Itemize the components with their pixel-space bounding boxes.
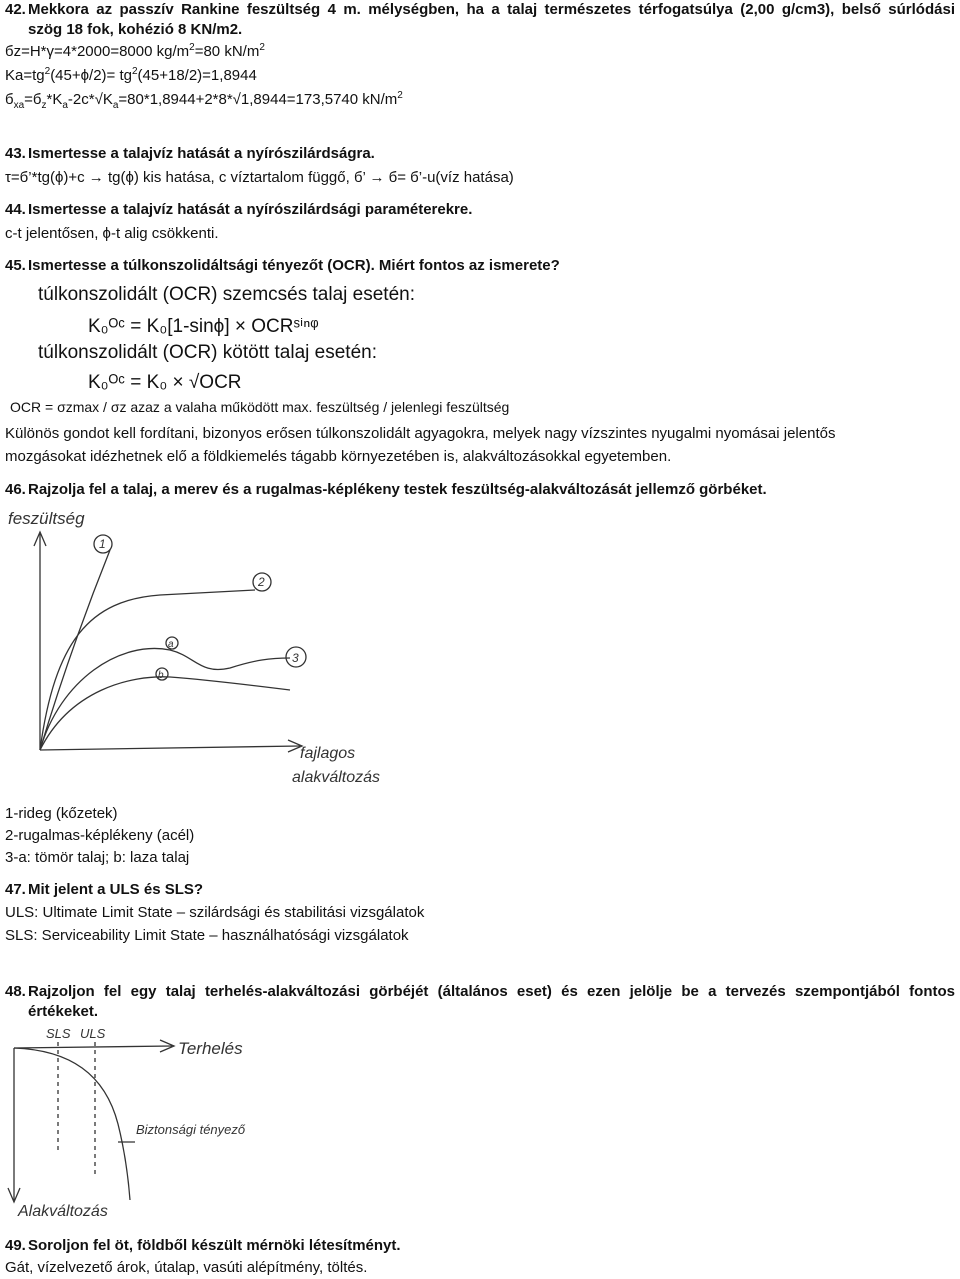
q42-line2: $Ka=tg^2(45+\phi/2)= tg^2(45+18/2)=1,8944$ xyxy=(5,66,257,84)
q47-title: 47. Mit jelent a ULS és SLS? xyxy=(5,881,204,898)
q47-uls: ULS: Ultimate Limit State – szilárdsági és stabilitási vizsgálatok xyxy=(5,904,425,921)
q43-answer: τ=б’*tg(ϕ)+c → tg(ϕ) kis hatása, c víztartalom függő, б’ → б= б’-u(víz hatása) xyxy=(5,169,514,186)
q42-line1: бz=H*γ=4*2000=8000 $kg/m^2=80$ $kN/m^2$ xyxy=(5,42,265,60)
curve-label-a: a xyxy=(168,639,174,650)
q49-title: 49. Soroljon fel öt, földből készült mérnöki létesítményt. xyxy=(5,1237,401,1254)
curve-3b xyxy=(40,677,290,750)
q48-title-line2: értékeket. xyxy=(28,1003,99,1020)
q45-title: 45. Ismertesse a túlkonszolidáltsági tényezőt (OCR). Miért fontos az ismerete? xyxy=(5,257,560,274)
q43-title: 43. Ismertesse a talajvíz hatását a nyírószilárdságra. xyxy=(5,145,375,162)
q42-line3: $б_{xa}=б_z*K_a-2c*√K_a=80*1,8944+2*8*√1,8944=173,5740$ $kN/m^2$ xyxy=(5,90,403,111)
y-axis-label: Alakváltozás xyxy=(18,1203,108,1220)
curve-label-3: 3 xyxy=(292,651,299,665)
curve-label-2: 2 xyxy=(258,575,265,589)
q47-sls: SLS: Serviceability Limit State – használhatósági vizsgálatok xyxy=(5,927,409,944)
ocr-definition: OCR = σzmax / σz azaz a valaha működött max. feszültség / jelenlegi feszültség xyxy=(10,399,510,415)
x-axis-label: Terhelés xyxy=(178,1039,243,1058)
q45-answer-line2: mozgásokat idézhetnek elő a földkiemelés tágabb környezetében is, alakváltozásokkal egyetemben. xyxy=(5,448,672,465)
load-curve xyxy=(14,1048,130,1200)
q42-title-line1: 42. Mekkora az passzív Rankine feszültség 4 m. mélységben, ha a talaj természetes térfogatsúlya (2,00 g/cm3), belső súrlódási xyxy=(5,1,955,18)
q49-answer: Gát, vízelvezető árok, útalap, vasúti alépítmény, töltés. xyxy=(5,1259,368,1276)
curve-2 xyxy=(40,590,255,750)
q46-legend-3: 3-a: tömör talaj; b: laza talaj xyxy=(5,849,190,866)
y-axis-label: feszültség xyxy=(8,509,85,528)
q48-title-line1: 48. Rajzoljon fel egy talaj terhelés-alakváltozási görbéjét (általános eset) és ezen jelölje be a tervezés szempontjából fontos xyxy=(5,983,955,1000)
curve-1 xyxy=(40,550,110,750)
q45-answer-line1: Különös gondot kell fordítani, bizonyos erősen túlkonszolidált agyagokra, melyek nagy vízszintes nyugalmi nyomásai jelentős xyxy=(5,425,836,442)
x-axis-label-1: fajlagos xyxy=(300,745,356,762)
x-axis xyxy=(40,746,300,750)
q44-answer: c-t jelentősen, ϕ-t alig csökkenti. xyxy=(5,225,219,242)
x-axis-label-2: alakváltozás xyxy=(292,769,381,786)
ocr-heading-granular: túlkonszolidált (OCR) szemcsés talaj esetén: xyxy=(38,284,415,305)
load-deformation-figure xyxy=(0,1024,300,1220)
x-axis xyxy=(14,1046,172,1048)
ocr-formula-granular: K₀ᴼᶜ = K₀[1-sinϕ] × OCRˢⁱⁿᵠ xyxy=(88,316,319,337)
curve-3a xyxy=(40,648,290,750)
sls-label: SLS xyxy=(46,1026,71,1041)
q46-legend-2: 2-rugalmas-képlékeny (acél) xyxy=(5,827,195,844)
q44-title: 44. Ismertesse a talajvíz hatását a nyírószilárdsági paraméterekre. xyxy=(5,201,473,218)
ocr-formula-cohesive: K₀ᴼᶜ = K₀ × √OCR xyxy=(88,372,242,393)
curve-label-b: b xyxy=(158,670,164,681)
ocr-formula-image xyxy=(0,278,560,420)
q42-title-line2: szög 18 fok, kohézió 8 KN/m2. xyxy=(28,21,243,38)
stress-strain-figure xyxy=(0,500,420,795)
curve-label-1: 1 xyxy=(99,537,106,551)
q46-legend-1: 1-rideg (kőzetek) xyxy=(5,805,118,822)
uls-label: ULS xyxy=(80,1026,106,1041)
ocr-heading-cohesive: túlkonszolidált (OCR) kötött talaj esetén: xyxy=(38,342,377,363)
failure-label: Biztonsági tényező xyxy=(136,1122,246,1137)
q46-title: 46. Rajzolja fel a talaj, a merev és a rugalmas-képlékeny testek feszültség-alakváltozását jellemző görbéket. xyxy=(5,481,767,498)
